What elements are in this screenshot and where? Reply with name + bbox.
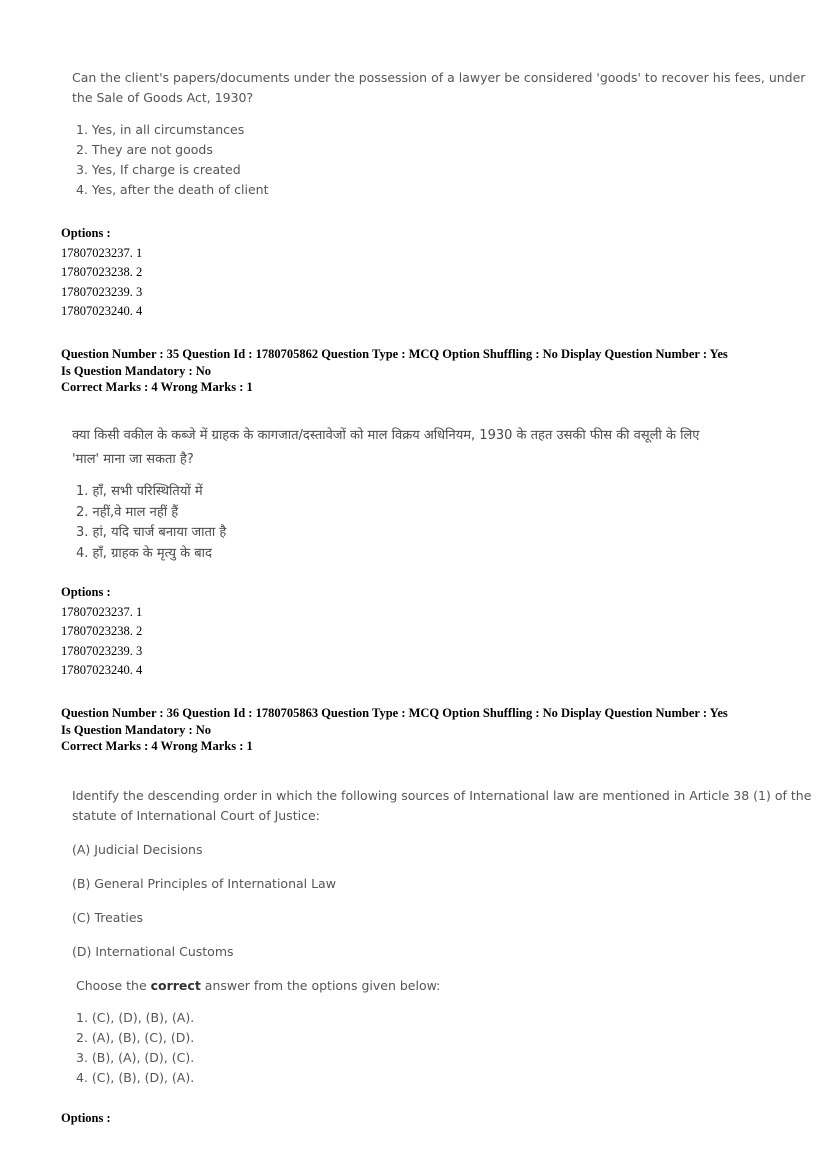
option-item: 17807023239. 3 [61, 284, 143, 299]
option-item: 17807023237. 1 [61, 604, 143, 619]
question-text-line-2: 'माल' माना जा सकता है? [72, 452, 194, 467]
question-35-options [61, 583, 142, 681]
question-34-options [61, 224, 142, 322]
statement-item: (D) International Customs [72, 944, 234, 959]
choice-item: 3. (B), (A), (D), (C). [76, 1050, 195, 1065]
question-text-line-2: the Sale of Goods Act, 1930? [72, 90, 254, 105]
meta-line-2: Is Question Mandatory : No [61, 363, 212, 378]
choice-item: 4. हाँ, ग्राहक के मृत्यु के बाद [76, 545, 212, 561]
choice-item: 3. Yes, If charge is created [76, 162, 241, 177]
meta-line-1: Question Number : 36 Question Id : 1780705863 Question Type : MCQ Option Shuffling : No Display Question Number : Yes [61, 706, 728, 720]
option-item: 17807023238. 2 [61, 624, 143, 638]
choice-list [72, 482, 700, 564]
choice-list [72, 1008, 811, 1088]
instruction-pre: Choose the [76, 978, 151, 993]
question-36-meta [61, 705, 728, 755]
choice-list [72, 120, 805, 200]
statement-list [72, 840, 811, 962]
instruction-text [72, 976, 811, 996]
meta-line-1: Question Number : 35 Question Id : 1780705862 Question Type : MCQ Option Shuffling : No Display Question Number : Yes [61, 347, 728, 361]
question-34-image [72, 68, 805, 200]
question-text-line-2: statute of International Court of Justice: [72, 808, 320, 823]
choice-item: 1. (C), (D), (B), (A). [76, 1010, 195, 1025]
meta-line-3: Correct Marks : 4 Wrong Marks : 1 [61, 380, 253, 394]
question-35-meta [61, 346, 728, 396]
question-36-image [72, 786, 811, 1088]
question-35-image [72, 424, 700, 564]
choice-item: 1. हाँ, सभी परिस्थितियों में [76, 484, 203, 499]
question-text-line-1: Can the client's papers/documents under the possession of a lawyer be considered 'goods' to recover his fees, under [72, 70, 806, 85]
choice-item: 4. Yes, after the death of client [76, 182, 269, 197]
options-label: Options : [61, 226, 111, 240]
option-item: 17807023237. 1 [61, 245, 143, 260]
question-36-options [61, 1109, 111, 1129]
choice-item: 4. (C), (B), (D), (A). [76, 1070, 195, 1085]
choice-item: 2. (A), (B), (C), (D). [76, 1030, 195, 1045]
option-item: 17807023239. 3 [61, 643, 143, 658]
statement-item: (B) General Principles of International Law [72, 876, 336, 891]
question-text-line-1: Identify the descending order in which the following sources of International law are mentioned in Article 38 (1) of the [72, 788, 812, 803]
statement-item: (C) Treaties [72, 910, 144, 925]
meta-line-3: Correct Marks : 4 Wrong Marks : 1 [61, 739, 253, 753]
option-item: 17807023238. 2 [61, 265, 143, 279]
statement-item: (A) Judicial Decisions [72, 842, 203, 857]
meta-line-2: Is Question Mandatory : No [61, 722, 212, 737]
choice-item: 2. They are not goods [76, 142, 213, 157]
choice-item: 2. नहीं,वे माल नहीं हैं [76, 504, 179, 520]
option-item: 17807023240. 4 [61, 304, 143, 318]
instruction-post: answer from the options given below: [200, 978, 441, 993]
choice-item: 3. हां, यदि चार्ज बनाया जाता है [76, 525, 227, 540]
question-text-line-1: क्या किसी वकील के कब्जे में ग्राहक के कागजात/दस्तावेजों को माल विक्रय अधिनियम, 1930 के तहत उसकी फीस की वसूली के लिए [72, 428, 700, 443]
options-label: Options : [61, 585, 111, 599]
choice-item: 1. Yes, in all circumstances [76, 122, 245, 137]
option-item: 17807023240. 4 [61, 663, 143, 677]
instruction-bold: correct [150, 978, 201, 993]
options-label: Options : [61, 1111, 111, 1125]
